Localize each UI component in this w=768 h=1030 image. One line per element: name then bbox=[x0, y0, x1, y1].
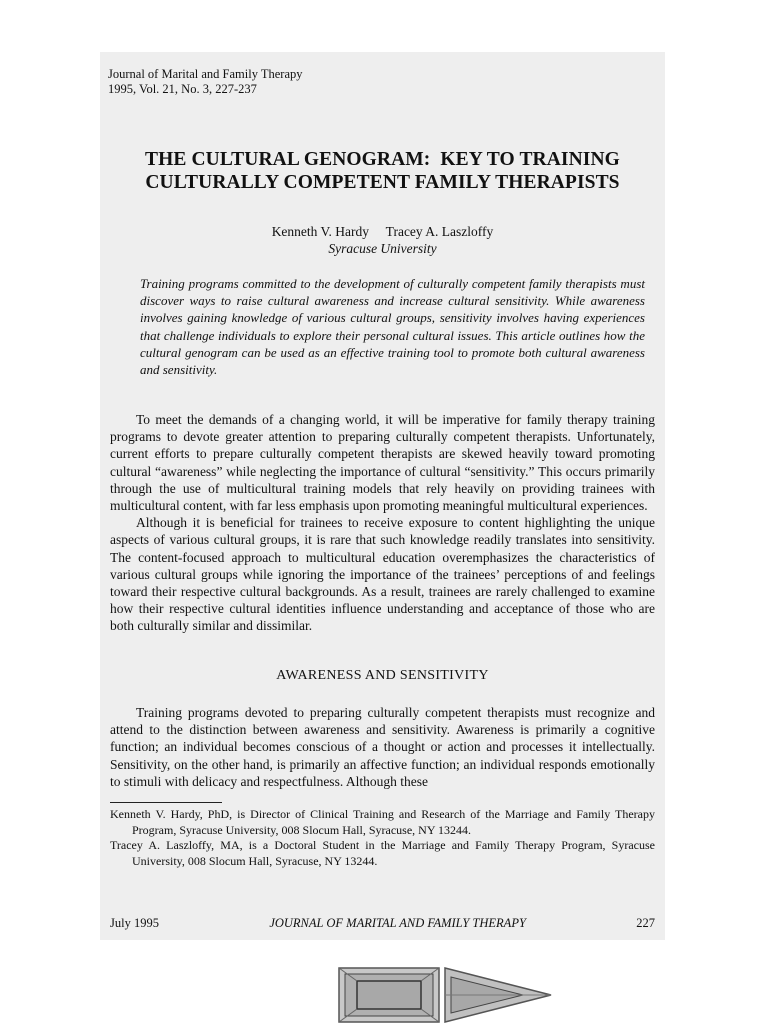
journal-name: Journal of Marital and Family Therapy bbox=[108, 67, 303, 81]
section-heading: AWARENESS AND SENSITIVITY bbox=[276, 668, 489, 683]
paragraph: Although it is beneficial for trainees to receive exposure to content highlighting the unique aspects of various cultural groups, it is rare that such knowledge readily translates into sensitivity. The content-focused approach to multicultural education overemphasizes the characteristics of various cultural groups while ignoring the importance of the trainees’ perceptions of and feelings toward their respective cultural backgrounds. As a result, trainees are rarely challenged to examine how their respective cultural identities influence understanding and acceptance of those who are both culturally similar and dissimilar. bbox=[110, 515, 655, 634]
title-line-1: THE CULTURAL GENOGRAM: KEY TO TRAINING bbox=[145, 149, 620, 170]
next-arrow-icon[interactable] bbox=[443, 965, 553, 1025]
page-footer bbox=[110, 916, 655, 931]
paragraph: To meet the demands of a changing world, it will be imperative for family therapy training programs to devote greater attention to preparing culturally competent therapists. Unfortunately, current efforts to prepare culturally competent therapists are skewed heavily toward promoting cultural “awareness” while neglecting the importance of cultural “sensitivity.” This occurs primarily through the use of multicultural training models that rely heavily on providing trainees with multicultural content, with far less emphasis upon promoting meaningful multicultural experiences. bbox=[110, 412, 655, 514]
journal-header bbox=[108, 67, 303, 97]
section-text bbox=[110, 704, 655, 790]
footnote-hardy: Kenneth V. Hardy, PhD, is Director of Clinical Training and Research of the Marriage and Family Therapy Program, Syracuse University, 008 Slocum Hall, Syracuse, NY 13244. bbox=[110, 807, 655, 837]
journal-citation: 1995, Vol. 21, No. 3, 227-237 bbox=[108, 82, 257, 96]
paragraph: Training programs devoted to preparing culturally competent therapists must recognize and attend to the distinction between awareness and sensitivity. Awareness is primarily a cognitive function; an individual becomes conscious of a thought or action and processes it intellectually. Sensitivity, on the other hand, is primarily an affective function; an individual responds emotionally to stimuli with delicacy and respectfulness. Although these bbox=[110, 705, 655, 789]
intro-text bbox=[110, 411, 655, 635]
footer-date: July 1995 bbox=[110, 916, 159, 930]
footnote-rule bbox=[110, 802, 222, 803]
page-number: 227 bbox=[636, 916, 655, 930]
footnotes bbox=[110, 807, 655, 869]
page-navigation bbox=[338, 965, 553, 1025]
author-names: Kenneth V. Hardy Tracey A. Laszloffy bbox=[271, 224, 494, 239]
footnote-laszloffy: Tracey A. Laszloffy, MA, is a Doctoral Student in the Marriage and Family Therapy Program, Syracuse University, 008 Slocum Hall, Syracuse, NY 13244. bbox=[110, 838, 655, 868]
abstract: Training programs committed to the development of culturally competent family therapists must discover ways to raise cultural awareness and increase cultural sensitivity. While awareness involves gaining knowledge of various cultural groups, sensitivity involves having experiences that challenge individuals to explore their personal cultural issues. This article outlines how the cultural genogram can be used as an effective training tool to promote both cultural awareness and sensitivity. bbox=[140, 276, 645, 378]
stop-square-icon[interactable] bbox=[338, 965, 440, 1025]
footer-journal: JOURNAL OF MARITAL AND FAMILY THERAPY bbox=[269, 916, 526, 930]
author-affiliation: Syracuse University bbox=[328, 241, 437, 256]
title-line-2: CULTURALLY COMPETENT FAMILY THERAPISTS bbox=[145, 172, 620, 193]
article-title bbox=[100, 148, 665, 194]
document-page bbox=[100, 52, 665, 940]
